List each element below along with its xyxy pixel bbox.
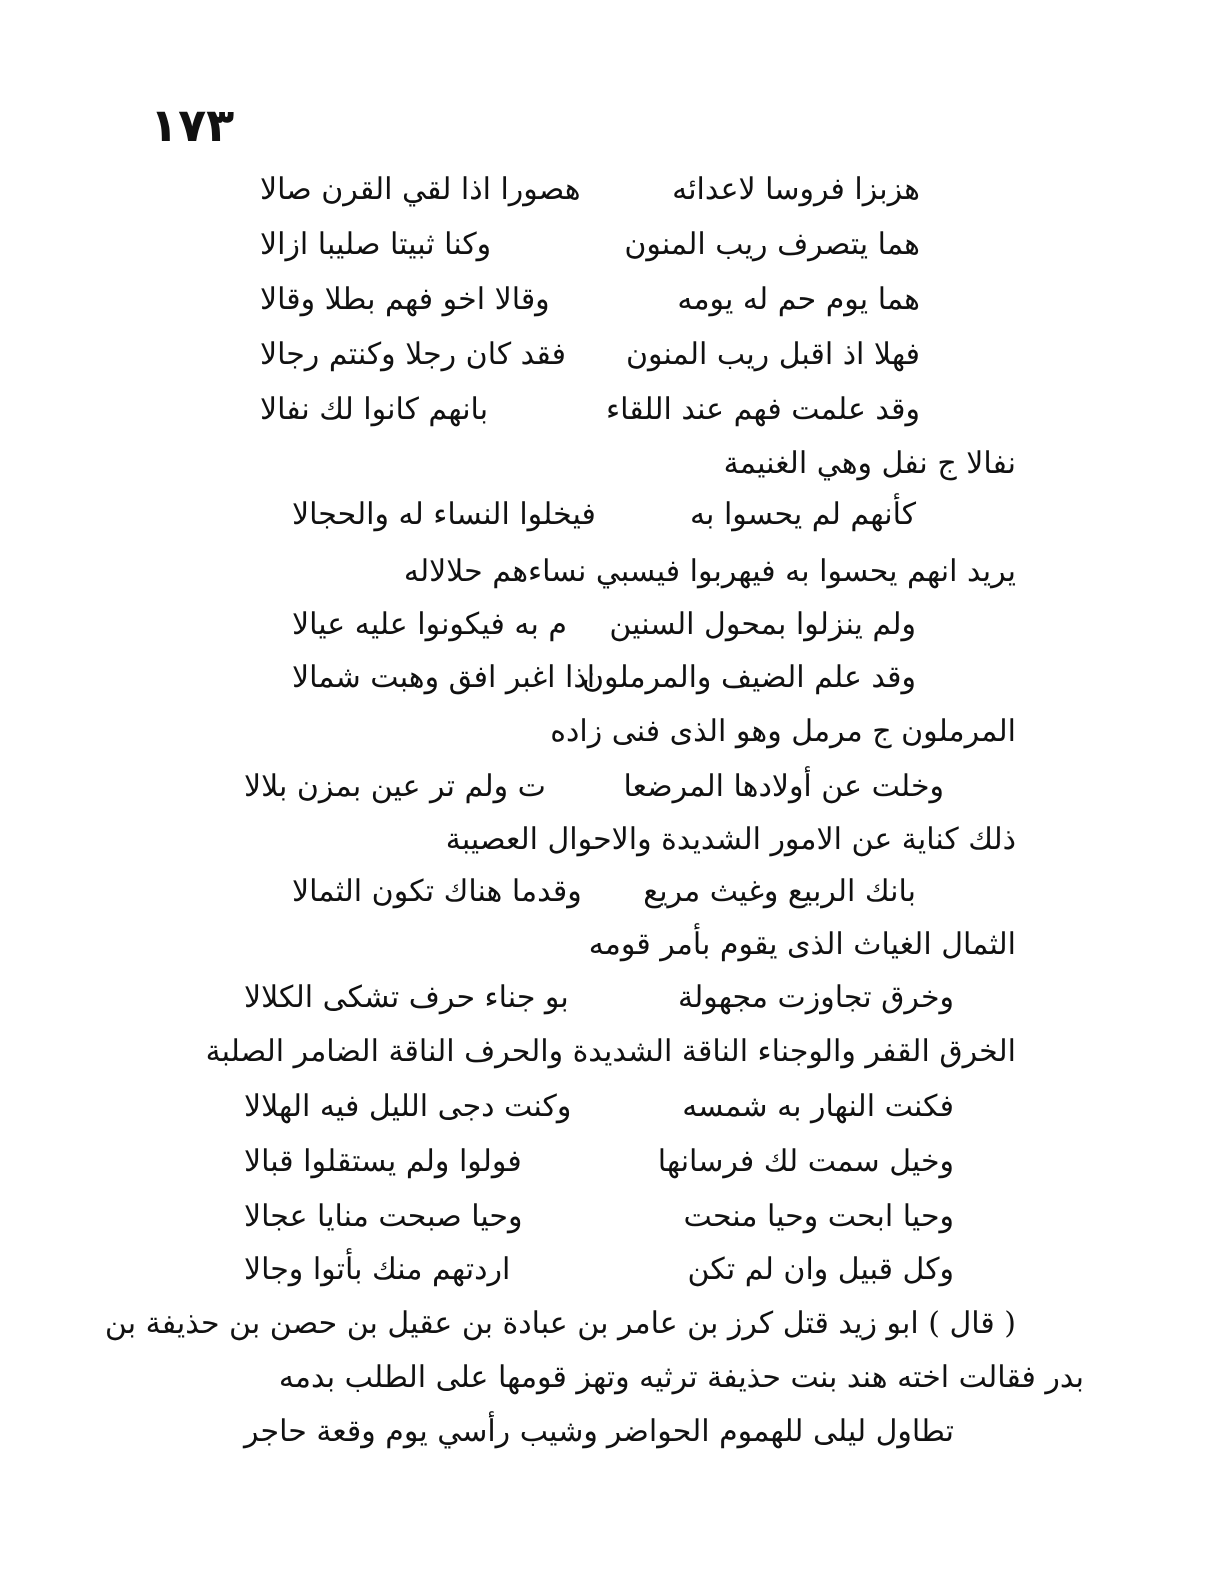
verse-line — [244, 1250, 954, 1290]
verse-second-hemistich: فقد كان رجلا وكنتم رجالا — [260, 337, 566, 372]
verse-second-hemistich: وكنا ثبيتا صليبا ازالا — [260, 227, 492, 262]
verse-second-hemistich: ت ولم تر عين بمزن بلالا — [244, 769, 546, 804]
gloss-line: ( قال ) ابو زيد قتل كرز بن عامر بن عبادة بن عقيل بن حصن بن حذيفة بن — [104, 1306, 1016, 1341]
verse-second-hemistich: هصورا اذا لقي القرن صالا — [260, 172, 581, 207]
verse-line — [244, 1087, 954, 1127]
verse-line — [244, 1142, 954, 1182]
verse-first-hemistich: كأنهم لم يحسوا به — [689, 497, 916, 532]
verse-second-hemistich: م به فيكونوا عليه عيالا — [292, 607, 567, 642]
verse-line — [292, 872, 916, 912]
verse-line — [260, 390, 920, 430]
gloss-line: يريد انهم يحسوا به فيهربوا فيسبي نساءهم حلالاله — [403, 554, 1016, 589]
verse-line — [292, 495, 916, 535]
verse-first-hemistich: وخيل سمت لك فرسانها — [657, 1144, 954, 1179]
gloss-line: الثمال الغياث الذى يقوم بأمر قومه — [588, 927, 1016, 962]
verse-line — [244, 978, 954, 1018]
verse-first-hemistich: هما يتصرف ريب المنون — [624, 227, 920, 262]
verse-line — [260, 335, 920, 375]
verse-second-hemistich: فولوا ولم يستقلوا قبالا — [244, 1144, 522, 1179]
verse-first-hemistich: فكنت النهار به شمسه — [682, 1089, 954, 1124]
verse-line — [244, 1197, 954, 1237]
gloss-line: نفالا ج نفل وهي الغنيمة — [723, 446, 1016, 481]
verse-first-hemistich: وكل قبيل وان لم تكن — [687, 1252, 954, 1287]
verse-line — [260, 225, 920, 265]
verse-second-hemistich: وشيب رأسي يوم وقعة حاجر — [244, 1414, 598, 1449]
verse-first-hemistich: فهلا اذ اقبل ريب المنون — [625, 337, 920, 372]
verse-line — [260, 170, 920, 210]
verse-second-hemistich: وقالا اخو فهم بطلا وقالا — [260, 282, 550, 317]
verse-first-hemistich: وقد علمت فهم عند اللقاء — [605, 392, 920, 427]
gloss-line: الخرق القفر والوجناء الناقة الشديدة والحرف الناقة الضامر الصلبة — [205, 1034, 1016, 1069]
gloss-line: المرملون ج مرمل وهو الذى فنى زاده — [550, 714, 1016, 749]
verse-second-hemistich: اردتهم منك بأتوا وجالا — [244, 1252, 511, 1287]
gloss-line: بدر فقالت اخته هند بنت حذيفة ترثيه وتهز قومها على الطلب بدمه — [278, 1360, 1084, 1395]
verse-second-hemistich: فيخلوا النساء له والحجالا — [292, 497, 596, 532]
page-number: ١٧٣ — [150, 98, 235, 152]
verse-first-hemistich: هما يوم حم له يومه — [677, 282, 920, 317]
verse-line — [292, 658, 916, 698]
verse-line — [244, 1412, 954, 1452]
verse-first-hemistich: ولم ينزلوا بمحول السنين — [609, 607, 916, 642]
verse-second-hemistich: بانهم كانوا لك نفالا — [260, 392, 489, 427]
gloss-line: ذلك كناية عن الامور الشديدة والاحوال العصيبة — [445, 822, 1016, 857]
verse-second-hemistich: اذا اغبر افق وهبت شمالا — [292, 660, 596, 695]
verse-first-hemistich: هزبزا فروسا لاعدائه — [672, 172, 920, 207]
verse-first-hemistich: وقد علم الضيف والمرملون — [582, 660, 916, 695]
verse-line — [292, 605, 916, 645]
verse-line — [244, 767, 944, 807]
verse-first-hemistich: بانك الربيع وغيث مريع — [643, 874, 916, 909]
verse-second-hemistich: وكنت دجى الليل فيه الهلالا — [244, 1089, 572, 1124]
verse-first-hemistich: وحيا ابحت وحيا منحت — [683, 1199, 954, 1234]
verse-second-hemistich: وحيا صبحت منايا عجالا — [244, 1199, 523, 1234]
verse-first-hemistich: وخلت عن أولادها المرضعا — [623, 769, 944, 804]
verse-line — [260, 280, 920, 320]
verse-second-hemistich: بو جناء حرف تشكى الكلالا — [244, 980, 569, 1015]
verse-first-hemistich: تطاول ليلى للهموم الحواضر — [606, 1414, 954, 1449]
verse-second-hemistich: وقدما هناك تكون الثمالا — [292, 874, 582, 909]
verse-first-hemistich: وخرق تجاوزت مجهولة — [678, 980, 954, 1015]
